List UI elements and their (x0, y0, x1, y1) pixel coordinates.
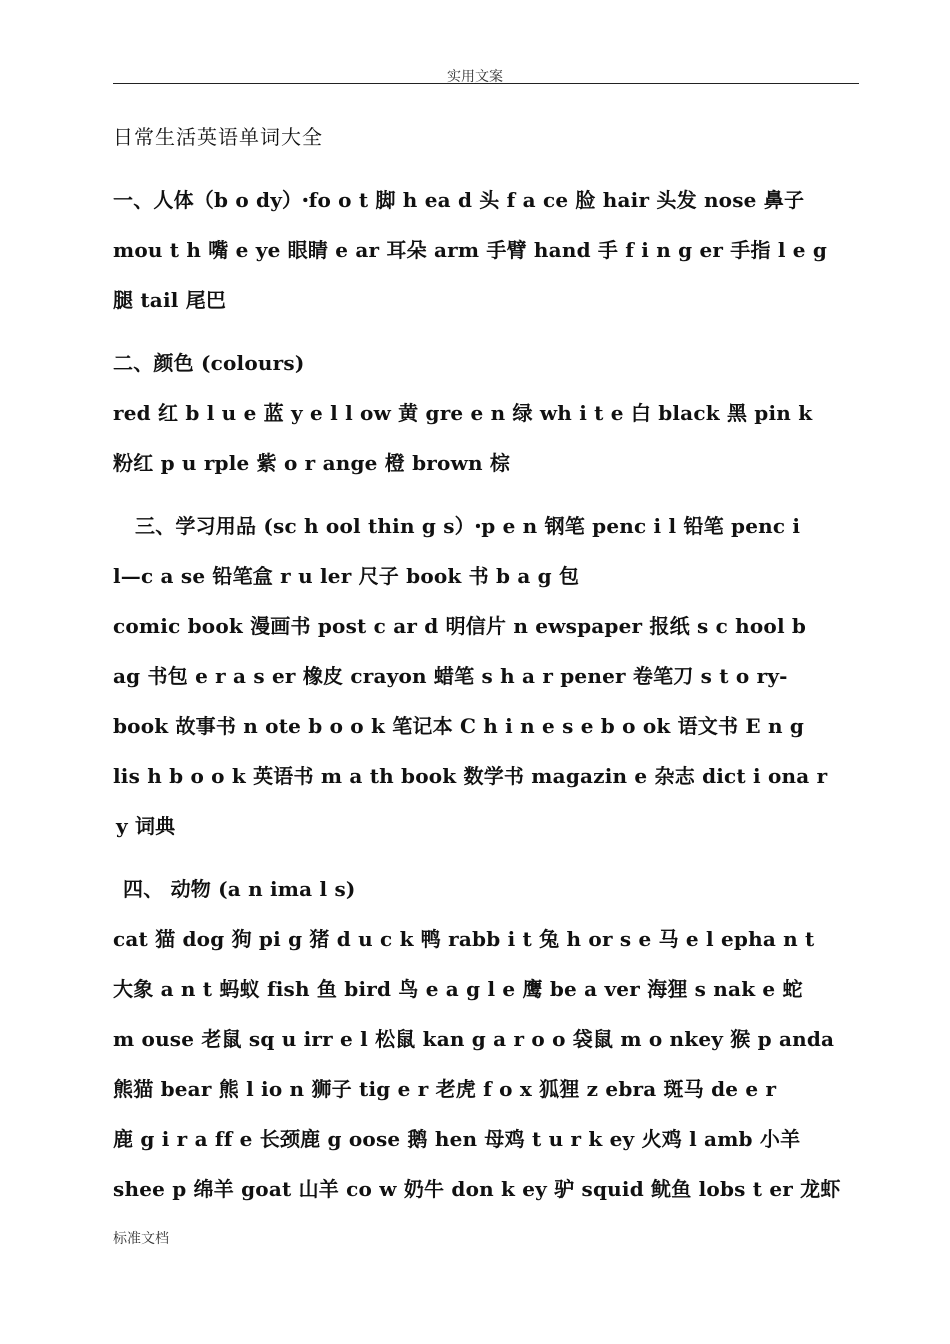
animals-words-line: cat 猫 dog 狗 pi g 猪 d u c k 鸭 rabb i t 兔 h or s e 马 e l epha n t (113, 927, 815, 951)
colours-words-line: red 红 b l u e 蓝 y e l l ow 黄 gre e n 绿 wh i t e 白 black 黑 pin k (113, 401, 813, 425)
section-colours-heading: 二、颜色 (colours) (113, 351, 305, 375)
colours-words-line: 粉红 p u rple 紫 o r ange 橙 brown 棕 (113, 451, 511, 475)
school-things-words-line: l—c a se 铅笔盒 r u ler 尺子 book 书 b a g 包 (113, 564, 580, 588)
section-school-things-heading-line: 三、学习用品 (sc h ool thin g s）ꞏp e n 钢笔 penc i l 铅笔 penc i (135, 514, 801, 538)
school-things-words-line: comic book 漫画书 post c ar d 明信片 n ewspaper 报纸 s c hool b (113, 614, 807, 638)
animals-words-line: shee p 绵羊 goat 山羊 co w 奶牛 don k ey 驴 squid 鱿鱼 lobs t er 龙虾 (113, 1177, 841, 1201)
header-rule (113, 83, 859, 84)
body-words-line: 腿 tail 尾巴 (113, 288, 227, 312)
animals-words-line: 大象 a n t 蚂蚁 fish 鱼 bird 鸟 e a g l e 鹰 be a ver 海狸 s nak e 蛇 (113, 977, 803, 1001)
school-things-words-line: y 词典 (116, 814, 176, 838)
section-animals-heading: 四、 动物 (a n ima l s) (123, 877, 356, 901)
document-body (113, 112, 859, 1214)
body-words-line: mou t h 嘴 e ye 眼睛 e ar 耳朵 arm 手臂 hand 手 f i n g er 手指 l e g (113, 238, 828, 262)
animals-words-line: 熊猫 bear 熊 l io n 狮子 tig e r 老虎 f o x 狐狸 z ebra 斑马 de e r (113, 1077, 777, 1101)
page-header: 实用文案 (447, 69, 503, 85)
school-things-words-line: lis h b o o k 英语书 m a th book 数学书 magazin e 杂志 dict i ona r (113, 764, 828, 788)
section-body-heading-line: 一、人体（b o dy）ꞏfo o t 脚 h ea d 头 f a ce 脸 hair 头发 nose 鼻子 (113, 188, 805, 212)
document-title: 日常生活英语单词大全 (113, 125, 323, 149)
school-things-words-line: book 故事书 n ote b o o k 笔记本 C h i n e s e b o ok 语文书 E n g (113, 714, 805, 738)
animals-words-line: m ouse 老鼠 sq u irr e l 松鼠 kan g a r o o 袋鼠 m o nkey 猴 p anda (113, 1027, 835, 1051)
page-footer: 标准文档 (113, 1231, 169, 1247)
animals-words-line: 鹿 g i r a ff e 长颈鹿 g oose 鹅 hen 母鸡 t u r k ey 火鸡 l amb 小羊 (113, 1127, 801, 1151)
school-things-words-line: ag 书包 e r a s er 橡皮 crayon 蜡笔 s h a r pener 卷笔刀 s t o ry- (113, 664, 788, 688)
